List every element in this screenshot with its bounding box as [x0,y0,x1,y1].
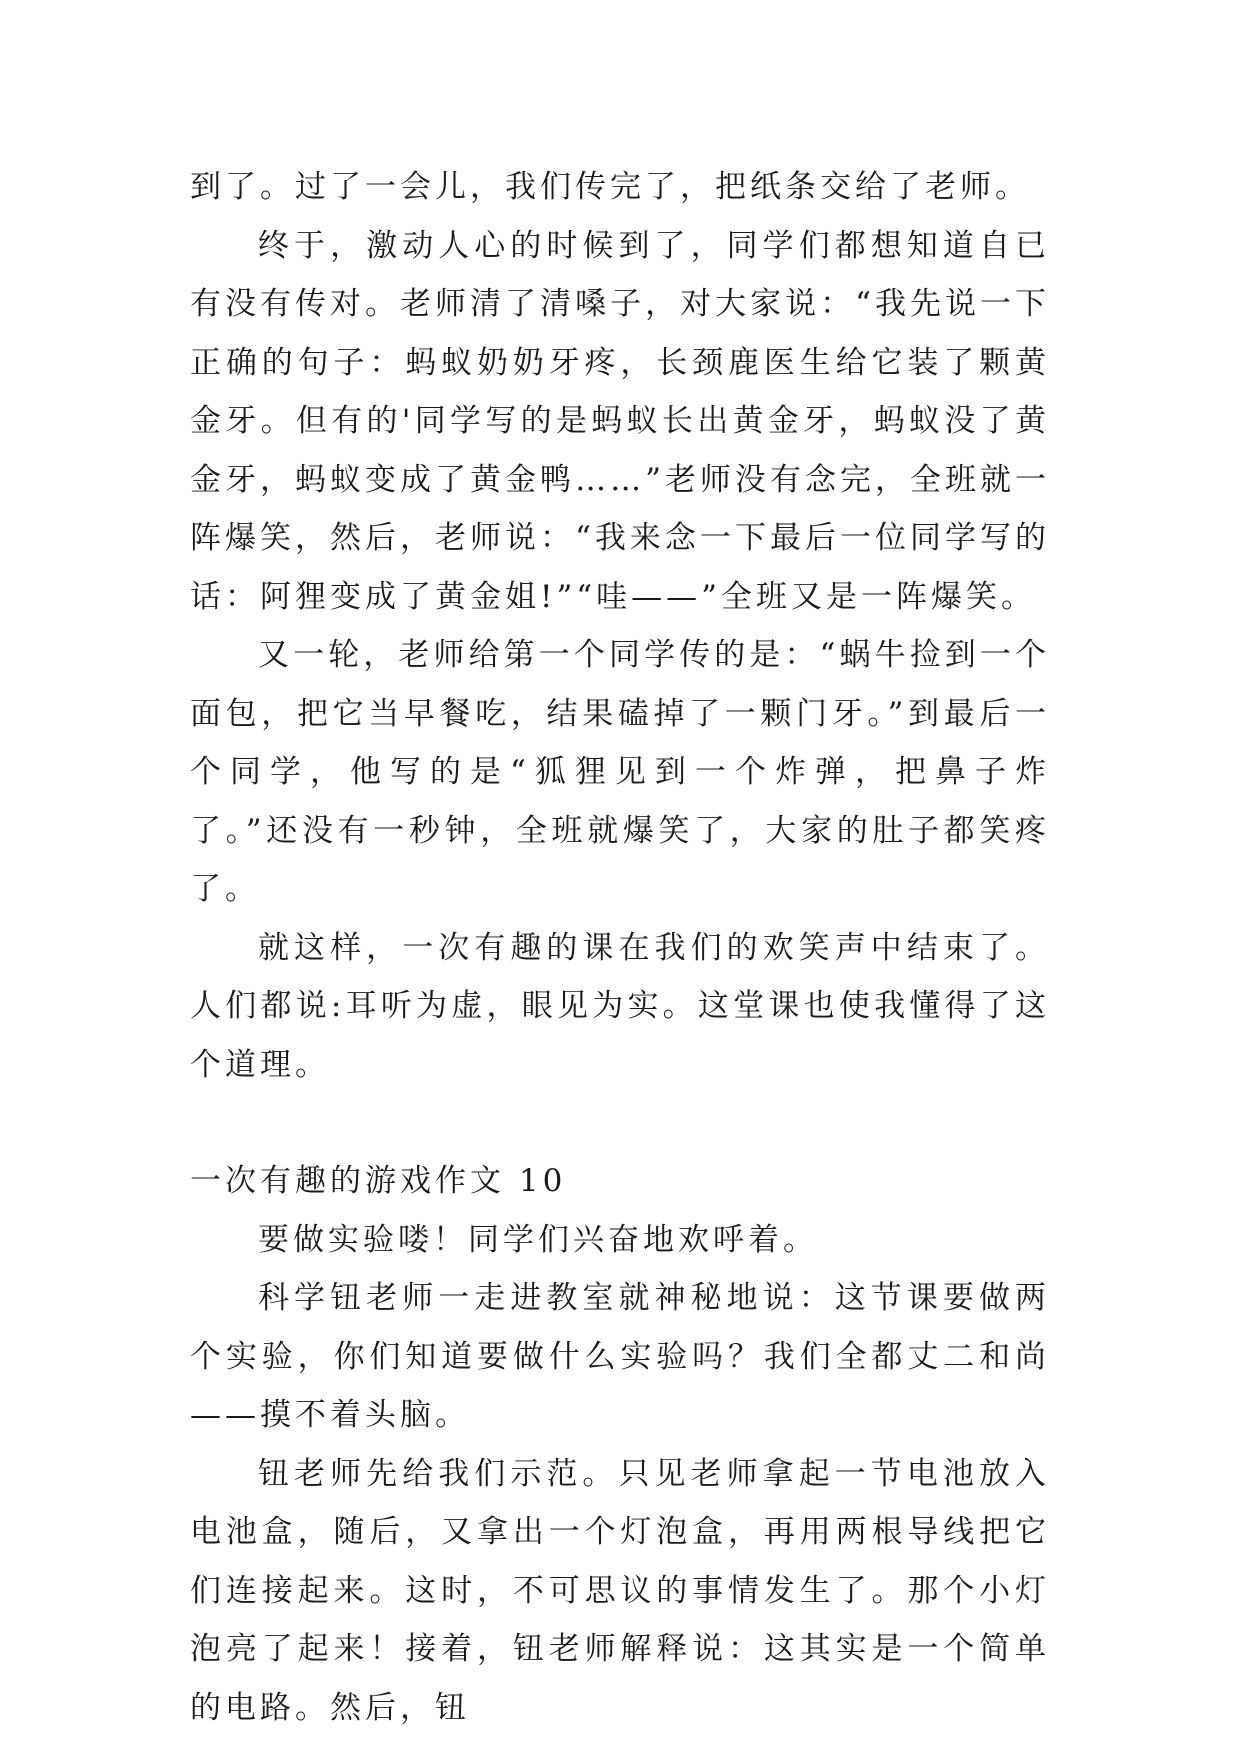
paragraph-teacher-mystery: 科学钮老师一走进教室就神秘地说：这节课要做两个实验，你们知道要做什么实验吗？我们全都丈二和尚——摸不着头脑。 [190,1280,1050,1433]
paragraph-demonstration: 钮老师先给我们示范。只见老师拿起一节电池放入电池盒，随后，又拿出一个灯泡盒，再用两根导线把它们连接起来。这时，不可思议的事情发生了。那个小灯泡亮了起来！接着，钮老师解释说：这其实是一个简单的电路。然后，钮 [190,1455,1050,1726]
document-body [190,158,1050,1737]
paragraph-continuation: 到了。过了一会儿，我们传完了，把纸条交给了老师。 [190,169,1030,205]
paragraph-conclusion: 就这样，一次有趣的课在我们的欢笑声中结束了。人们都说:耳听为虚，眼见为实。这堂课也使我懂得了这个道理。 [190,929,1050,1083]
paragraph-teacher-reveal: 终于，激动人心的时候到了，同学们都想知道自已有没有传对。老师清了清嗓子，对大家说：“我先说一下正确的句子：蚂蚁奶奶牙疼，长颈鹿医生给它装了颗黄金牙。但有的'同学写的是蚂蚁长出黄金牙，蚂蚁没了黄金牙，蚂蚁变成了黄金鸭……”老师没有念完，全班就一阵爆笑，然后，老师说：“我来念一下最后一位同学写的话：阿狸变成了黄金姐!”“哇——”全班又是一阵爆笑。 [190,227,1050,615]
section-title: 一次有趣的游戏作文 10 [190,1163,567,1199]
paragraph-second-round: 又一轮，老师给第一个同学传的是：“蜗牛捡到一个面包，把它当早餐吃，结果磕掉了一颗门牙。”到最后一个同学，他写的是“狐狸见到一个炸弹，把鼻子炸了。”还没有一秒钟，全班就爆笑了，大家的肚子都笑疼了。 [190,637,1050,907]
section-gap [190,1094,1050,1152]
paragraph-experiment-intro: 要做实验喽！同学们兴奋地欢呼着。 [258,1221,818,1258]
